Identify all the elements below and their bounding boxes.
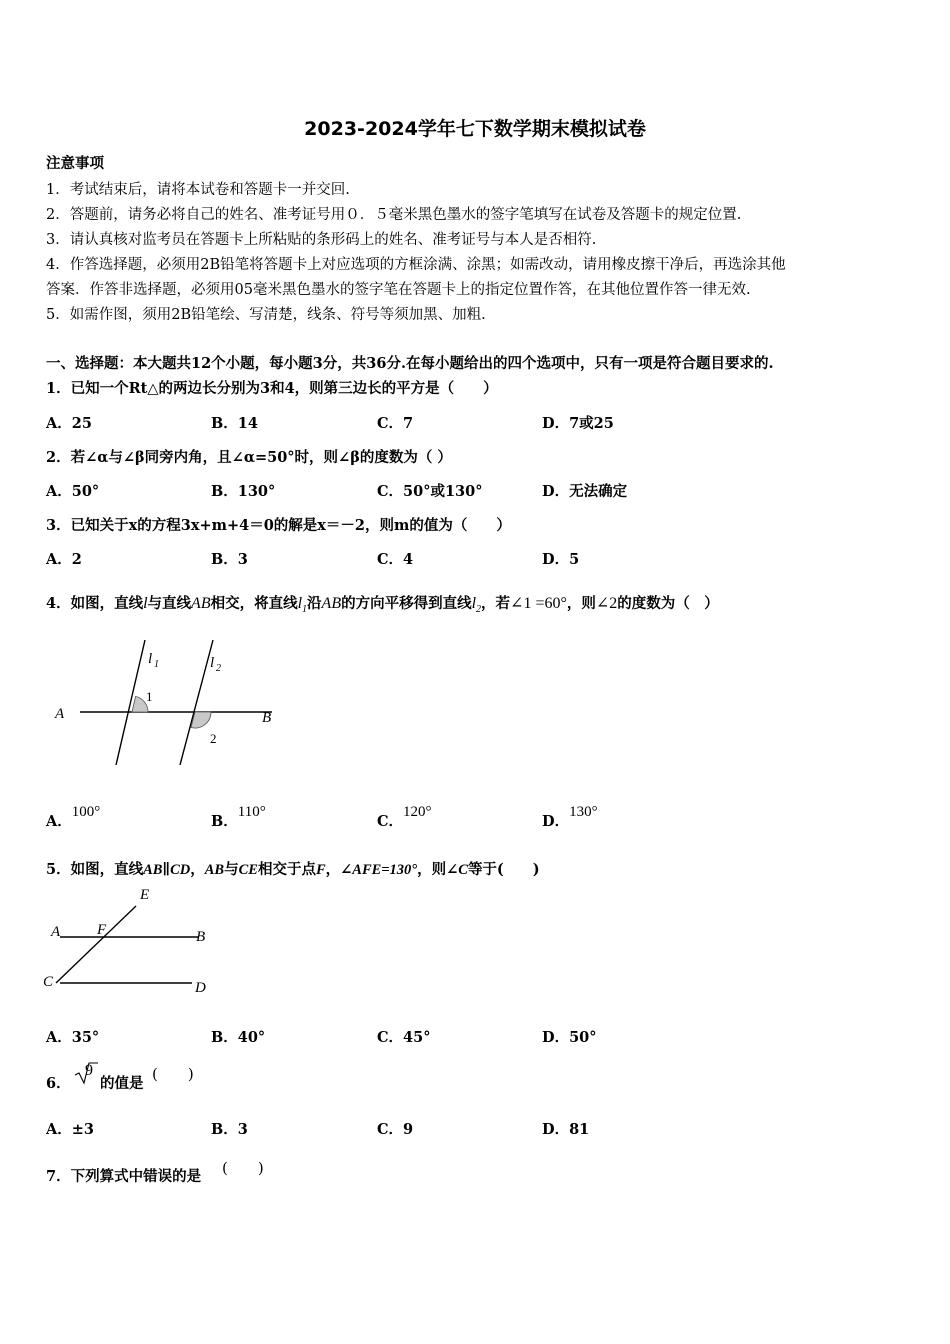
line-ce <box>56 906 136 983</box>
q5-option-d[interactable]: D．50° <box>542 1029 597 1046</box>
section-heading: 一、选择题：本大题共12个小题，每小题3分，共36分.在每小题给出的四个选项中，只有一项是符合题目要求的. <box>46 355 774 372</box>
q6-option-c[interactable]: C．9 <box>377 1121 414 1138</box>
q6-option-a[interactable]: A．±3 <box>46 1121 94 1138</box>
question-3: 3．已知关于x的方程3x+m+4＝0的解是x＝－2，则m的值为（ ） <box>46 517 511 534</box>
note-item: 2．答题前，请务必将自己的姓名、准考证号用０．５毫米黑色墨水的签字笔填写在试卷及答题卡的规定位置. <box>46 207 742 223</box>
label-b: B <box>196 929 206 945</box>
angle-2-mark <box>191 712 211 728</box>
question-6-number: 6． <box>46 1075 71 1092</box>
page-title: 2023-2024学年七下数学期末模拟试卷 <box>304 118 646 140</box>
q3-option-d[interactable]: D．5 <box>542 551 580 568</box>
label-angle-2: 2 <box>210 731 217 746</box>
q4-option-c[interactable]: C．120° <box>377 804 432 830</box>
label-c: C <box>43 974 54 990</box>
label-e: E <box>140 887 150 903</box>
note-item: 5．如需作图，须用2B铅笔绘、写清楚，线条、符号等须加黑、加粗. <box>46 307 486 323</box>
q3-option-c[interactable]: C．4 <box>377 551 414 568</box>
question-1: 1．已知一个Rt△的两边长分别为3和4，则第三边长的平方是（ ） <box>46 380 498 397</box>
line-l2 <box>180 640 213 765</box>
q5-option-c[interactable]: C．45° <box>377 1029 431 1046</box>
q6-option-b[interactable]: B．3 <box>211 1121 248 1138</box>
answer-blank: ( ) <box>222 1159 264 1177</box>
q6-option-d[interactable]: D．81 <box>542 1121 590 1138</box>
svg-text:1: 1 <box>154 659 159 670</box>
q1-option-b[interactable]: B．14 <box>211 415 258 432</box>
label-d: D <box>195 980 206 996</box>
q2-option-a[interactable]: A．50° <box>46 483 100 500</box>
label-angle-1: 1 <box>146 689 153 704</box>
q5-figure <box>40 882 230 997</box>
question-4: 4．如图，直线l与直线AB相交，将直线$l_1$沿AB的方向平移得到直线$l_2$，若∠1 =60°，则∠2的度数为（ ） <box>46 595 719 615</box>
label-a: A <box>51 924 61 940</box>
line-l: l <box>143 595 148 612</box>
question-6-text: 的值是 <box>100 1075 144 1092</box>
label-a: A <box>55 706 65 722</box>
label-l1: l <box>148 651 153 667</box>
q4-figure <box>50 635 290 775</box>
label-f: F <box>97 922 107 938</box>
question-5: 5．如图，直线AB∥CD，AB与CE相交于点F，∠AFE=130°，则∠C等于( ) <box>46 861 540 878</box>
q2-option-c[interactable]: C．50°或130° <box>377 483 483 500</box>
q5-option-b[interactable]: B．40° <box>211 1029 266 1046</box>
question-7: 7．下列算式中错误的是 <box>46 1168 202 1185</box>
svg-text:2: 2 <box>216 663 221 674</box>
question-2: 2．若∠α与∠β同旁内角，且∠α=50°时，则∠β的度数为（ ） <box>46 449 452 466</box>
q4-option-d[interactable]: D．130° <box>542 804 598 830</box>
label-b: B <box>262 710 272 726</box>
q3-option-a[interactable]: A．2 <box>46 551 82 568</box>
q4-option-b[interactable]: B．110° <box>211 804 266 830</box>
notes-heading: 注意事项 <box>46 155 104 172</box>
answer-blank: ( ) <box>152 1065 194 1083</box>
q4-option-a[interactable]: A．100° <box>46 804 101 830</box>
radicand: 9 <box>85 1062 93 1079</box>
note-item: 4．作答选择题，必须用2B铅笔将答题卡上对应选项的方框涂满、涂黑；如需改动，请用橡皮擦干净后，再选涂其他 <box>46 257 786 273</box>
q1-option-c[interactable]: C．7 <box>377 415 414 432</box>
q2-option-d[interactable]: D．无法确定 <box>542 483 628 500</box>
q1-option-d[interactable]: D．7或25 <box>542 415 614 432</box>
note-item: 答案．作答非选择题，必须用05毫米黑色墨水的签字笔在答题卡上的指定位置作答，在其他位置作答一律无效. <box>46 282 751 298</box>
note-item: 1．考试结束后，请将本试卷和答题卡一并交回. <box>46 182 350 198</box>
q3-option-b[interactable]: B．3 <box>211 551 248 568</box>
note-item: 3．请认真核对监考员在答题卡上所粘贴的条形码上的姓名、准考证号与本人是否相符. <box>46 232 597 248</box>
q2-option-b[interactable]: B．130° <box>211 483 276 500</box>
q5-option-a[interactable]: A．35° <box>46 1029 100 1046</box>
q1-option-a[interactable]: A．25 <box>46 415 92 432</box>
label-l2: l <box>210 655 215 671</box>
